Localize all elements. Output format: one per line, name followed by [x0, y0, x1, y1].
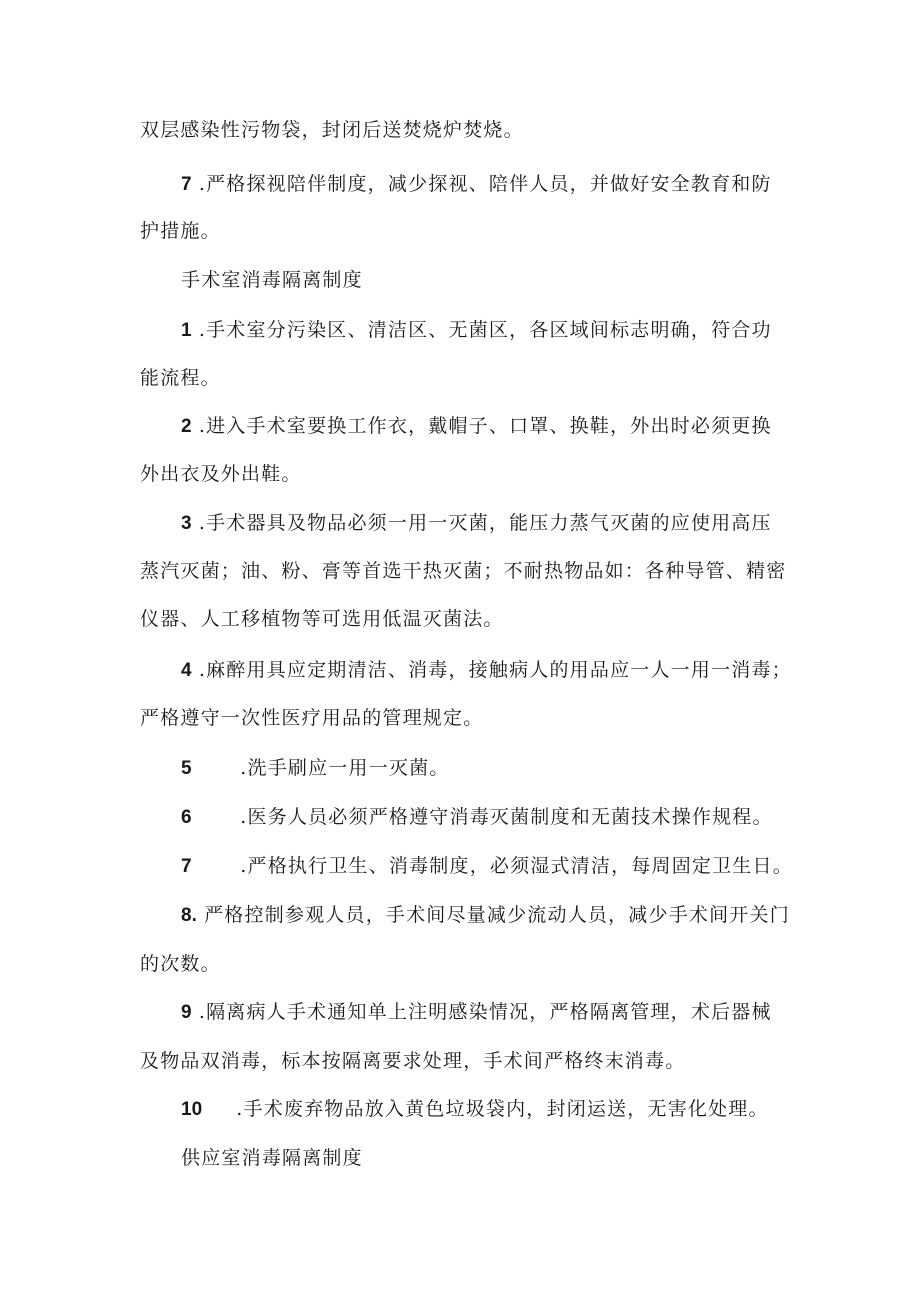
item-text: .手术废弃物品放入黄色垃圾袋内，封闭运送，无害化处理。: [236, 1098, 769, 1120]
item-number: 1: [181, 320, 192, 341]
item-number: 5: [181, 758, 192, 779]
item-10: [181, 1097, 769, 1122]
item-number: 9: [181, 1002, 192, 1023]
item-number: 3: [181, 513, 192, 534]
item-text: .隔离病人手术通知单上注明感染情况，严格隔离管理，术后器械: [198, 1001, 772, 1023]
item-8-line2: 的次数。: [140, 953, 221, 975]
item-2-line1: [181, 414, 772, 439]
item-text: .医务人员必须严格遵守消毒灭菌制度和无菌技术操作规程。: [240, 806, 773, 828]
item-9-line2: 及物品双消毒，标本按隔离要求处理，手术间严格终末消毒。: [140, 1050, 686, 1072]
item-4-line1: [181, 658, 792, 683]
item-7-visiting-line2: 护措施。: [140, 220, 221, 242]
item-6: [181, 805, 773, 830]
item-3-line1: [181, 511, 772, 536]
item-number: 4: [181, 660, 192, 681]
item-text: .严格执行卫生、消毒制度，必须湿式清洁，每周固定卫生日。: [240, 855, 793, 877]
section-heading-supply-room: 供应室消毒隔离制度: [181, 1147, 363, 1169]
item-9-line1: [181, 1000, 772, 1025]
item-5: [181, 756, 450, 781]
item-text: .手术器具及物品必须一用一灭菌，能压力蒸气灭菌的应使用高压: [198, 512, 772, 534]
item-3-line2: 蒸汽灭菌；油、粉、膏等首选干热灭菌；不耐热物品如：各种导管、精密: [140, 560, 787, 582]
item-number: 7: [181, 856, 192, 877]
item-3-line3: 仪器、人工移植物等可选用低温灭菌法。: [140, 608, 504, 630]
item-1-line2: 能流程。: [140, 367, 221, 389]
item-number: 2: [181, 416, 192, 437]
item-number: 8.: [181, 905, 197, 926]
item-number: 6: [181, 807, 192, 828]
item-number: 10: [181, 1099, 203, 1120]
item-text: .麻醉用具应定期清洁、消毒，接触病人的用品应一人一用一消毒；: [198, 659, 792, 681]
item-text: 严格控制参观人员，手术间尽量减少流动人员，减少手术间开关门: [204, 904, 790, 926]
section-heading-operating-room: 手术室消毒隔离制度: [181, 269, 363, 291]
item-text: .手术室分污染区、清洁区、无菌区，各区域间标志明确，符合功: [198, 319, 772, 341]
item-4-line2: 严格遵守一次性医疗用品的管理规定。: [140, 707, 484, 729]
item-text: .进入手术室要换工作衣，戴帽子、口罩、换鞋，外出时必须更换: [198, 415, 772, 437]
item-2-line2: 外出衣及外出鞋。: [140, 463, 302, 485]
item-7: [181, 854, 793, 879]
item-1-line1: [181, 318, 772, 343]
paragraph-continuation: 双层感染性污物袋，封闭后送焚烧炉焚烧。: [140, 119, 524, 141]
item-number: 7: [181, 174, 192, 195]
item-8-line1: [181, 903, 790, 928]
item-text: .洗手刷应一用一灭菌。: [240, 757, 450, 779]
item-text: .严格探视陪伴制度，减少探视、陪伴人员，并做好安全教育和防: [198, 173, 772, 195]
item-7-visiting-line1: [181, 172, 772, 197]
